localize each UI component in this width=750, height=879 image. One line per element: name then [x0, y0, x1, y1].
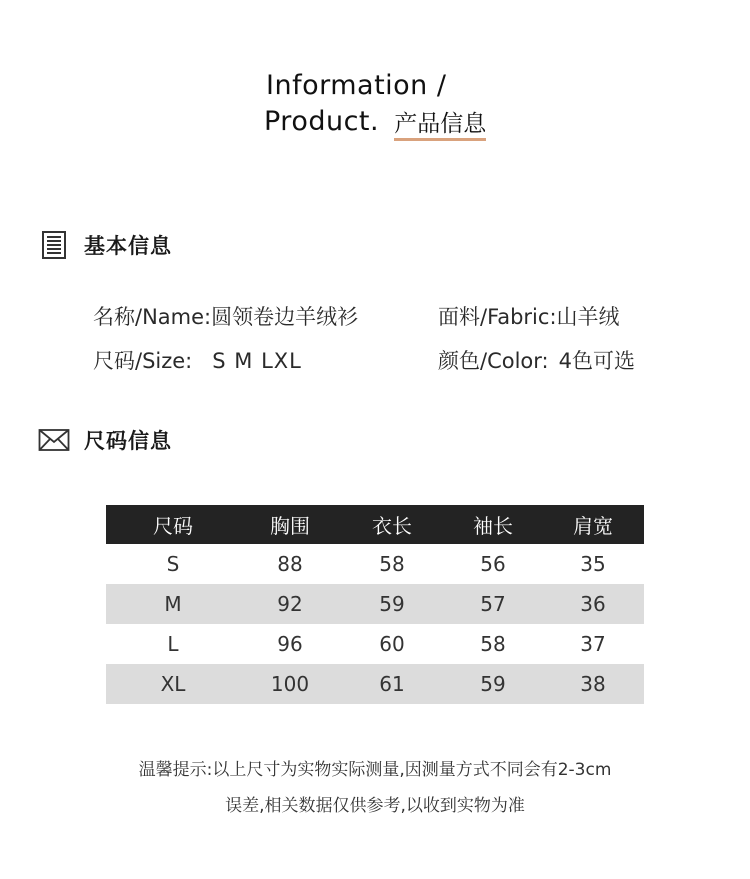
info-size-label: 尺码/Size:	[93, 349, 193, 373]
document-lines-icon	[38, 229, 70, 261]
column-header-size: 尺码	[106, 505, 240, 544]
info-name-value: 圆领卷边羊绒衫	[211, 305, 359, 329]
info-size-value: S M LXL	[212, 349, 302, 373]
info-name-label: 名称/Name:	[93, 305, 212, 329]
info-fabric	[438, 301, 620, 331]
table-cell: 38	[542, 664, 644, 704]
table-cell: S	[166, 552, 180, 576]
header-title-zh	[394, 105, 486, 138]
table-cell: L	[167, 632, 179, 656]
table-row	[106, 544, 644, 584]
info-color-label: 颜色/Color:	[438, 349, 549, 373]
size-note-line2: 误差,相关数据仅供参考,以收到实物为准	[225, 796, 525, 816]
column-header-sleeve: 袖长	[444, 505, 542, 544]
table-cell: XL	[106, 664, 240, 704]
table-row	[106, 664, 644, 704]
header-title-zh-text: 产品信息	[394, 111, 487, 137]
header-title-en: Product.	[264, 106, 380, 137]
basic-info-heading	[38, 229, 172, 261]
table-cell: 92	[240, 584, 340, 624]
info-fabric-label: 面料/Fabric:	[438, 305, 557, 329]
table-cell: 88	[277, 552, 303, 576]
table-cell: M	[106, 584, 240, 624]
size-info-title: 尺码信息	[84, 429, 172, 453]
size-note-line1: 温馨提示:以上尺寸为实物实际测量,因测量方式不同会有2-3cm	[138, 760, 612, 780]
table-cell: 58	[480, 632, 506, 656]
column-header-bust: 胸围	[240, 505, 340, 544]
column-header-shoulder: 肩宽	[542, 505, 644, 544]
table-cell: 58	[379, 552, 405, 576]
info-color	[438, 345, 635, 375]
info-size	[93, 345, 302, 375]
column-header-length: 衣长	[340, 505, 444, 544]
info-color-value: 4色可选	[558, 349, 635, 373]
table-cell: 57	[444, 584, 542, 624]
table-cell: 100	[240, 664, 340, 704]
basic-info-title: 基本信息	[84, 234, 172, 258]
table-cell: 96	[277, 632, 303, 656]
table-cell: 35	[580, 552, 606, 576]
header-accent-underline	[394, 138, 486, 141]
table-cell: 60	[379, 632, 405, 656]
table-row	[106, 584, 644, 624]
table-cell: 59	[340, 584, 444, 624]
info-name	[93, 301, 358, 331]
table-cell: 36	[542, 584, 644, 624]
size-table-header-row	[106, 505, 644, 544]
size-info-heading	[38, 424, 172, 456]
header-title-line2	[264, 105, 486, 145]
table-cell: 56	[480, 552, 506, 576]
size-table	[106, 505, 644, 704]
table-row	[106, 624, 644, 664]
info-fabric-value: 山羊绒	[556, 305, 620, 329]
header-title-line1: Information /	[266, 70, 447, 101]
table-cell: 61	[340, 664, 444, 704]
envelope-icon	[38, 424, 70, 456]
table-cell: 37	[580, 632, 606, 656]
table-cell: 59	[444, 664, 542, 704]
